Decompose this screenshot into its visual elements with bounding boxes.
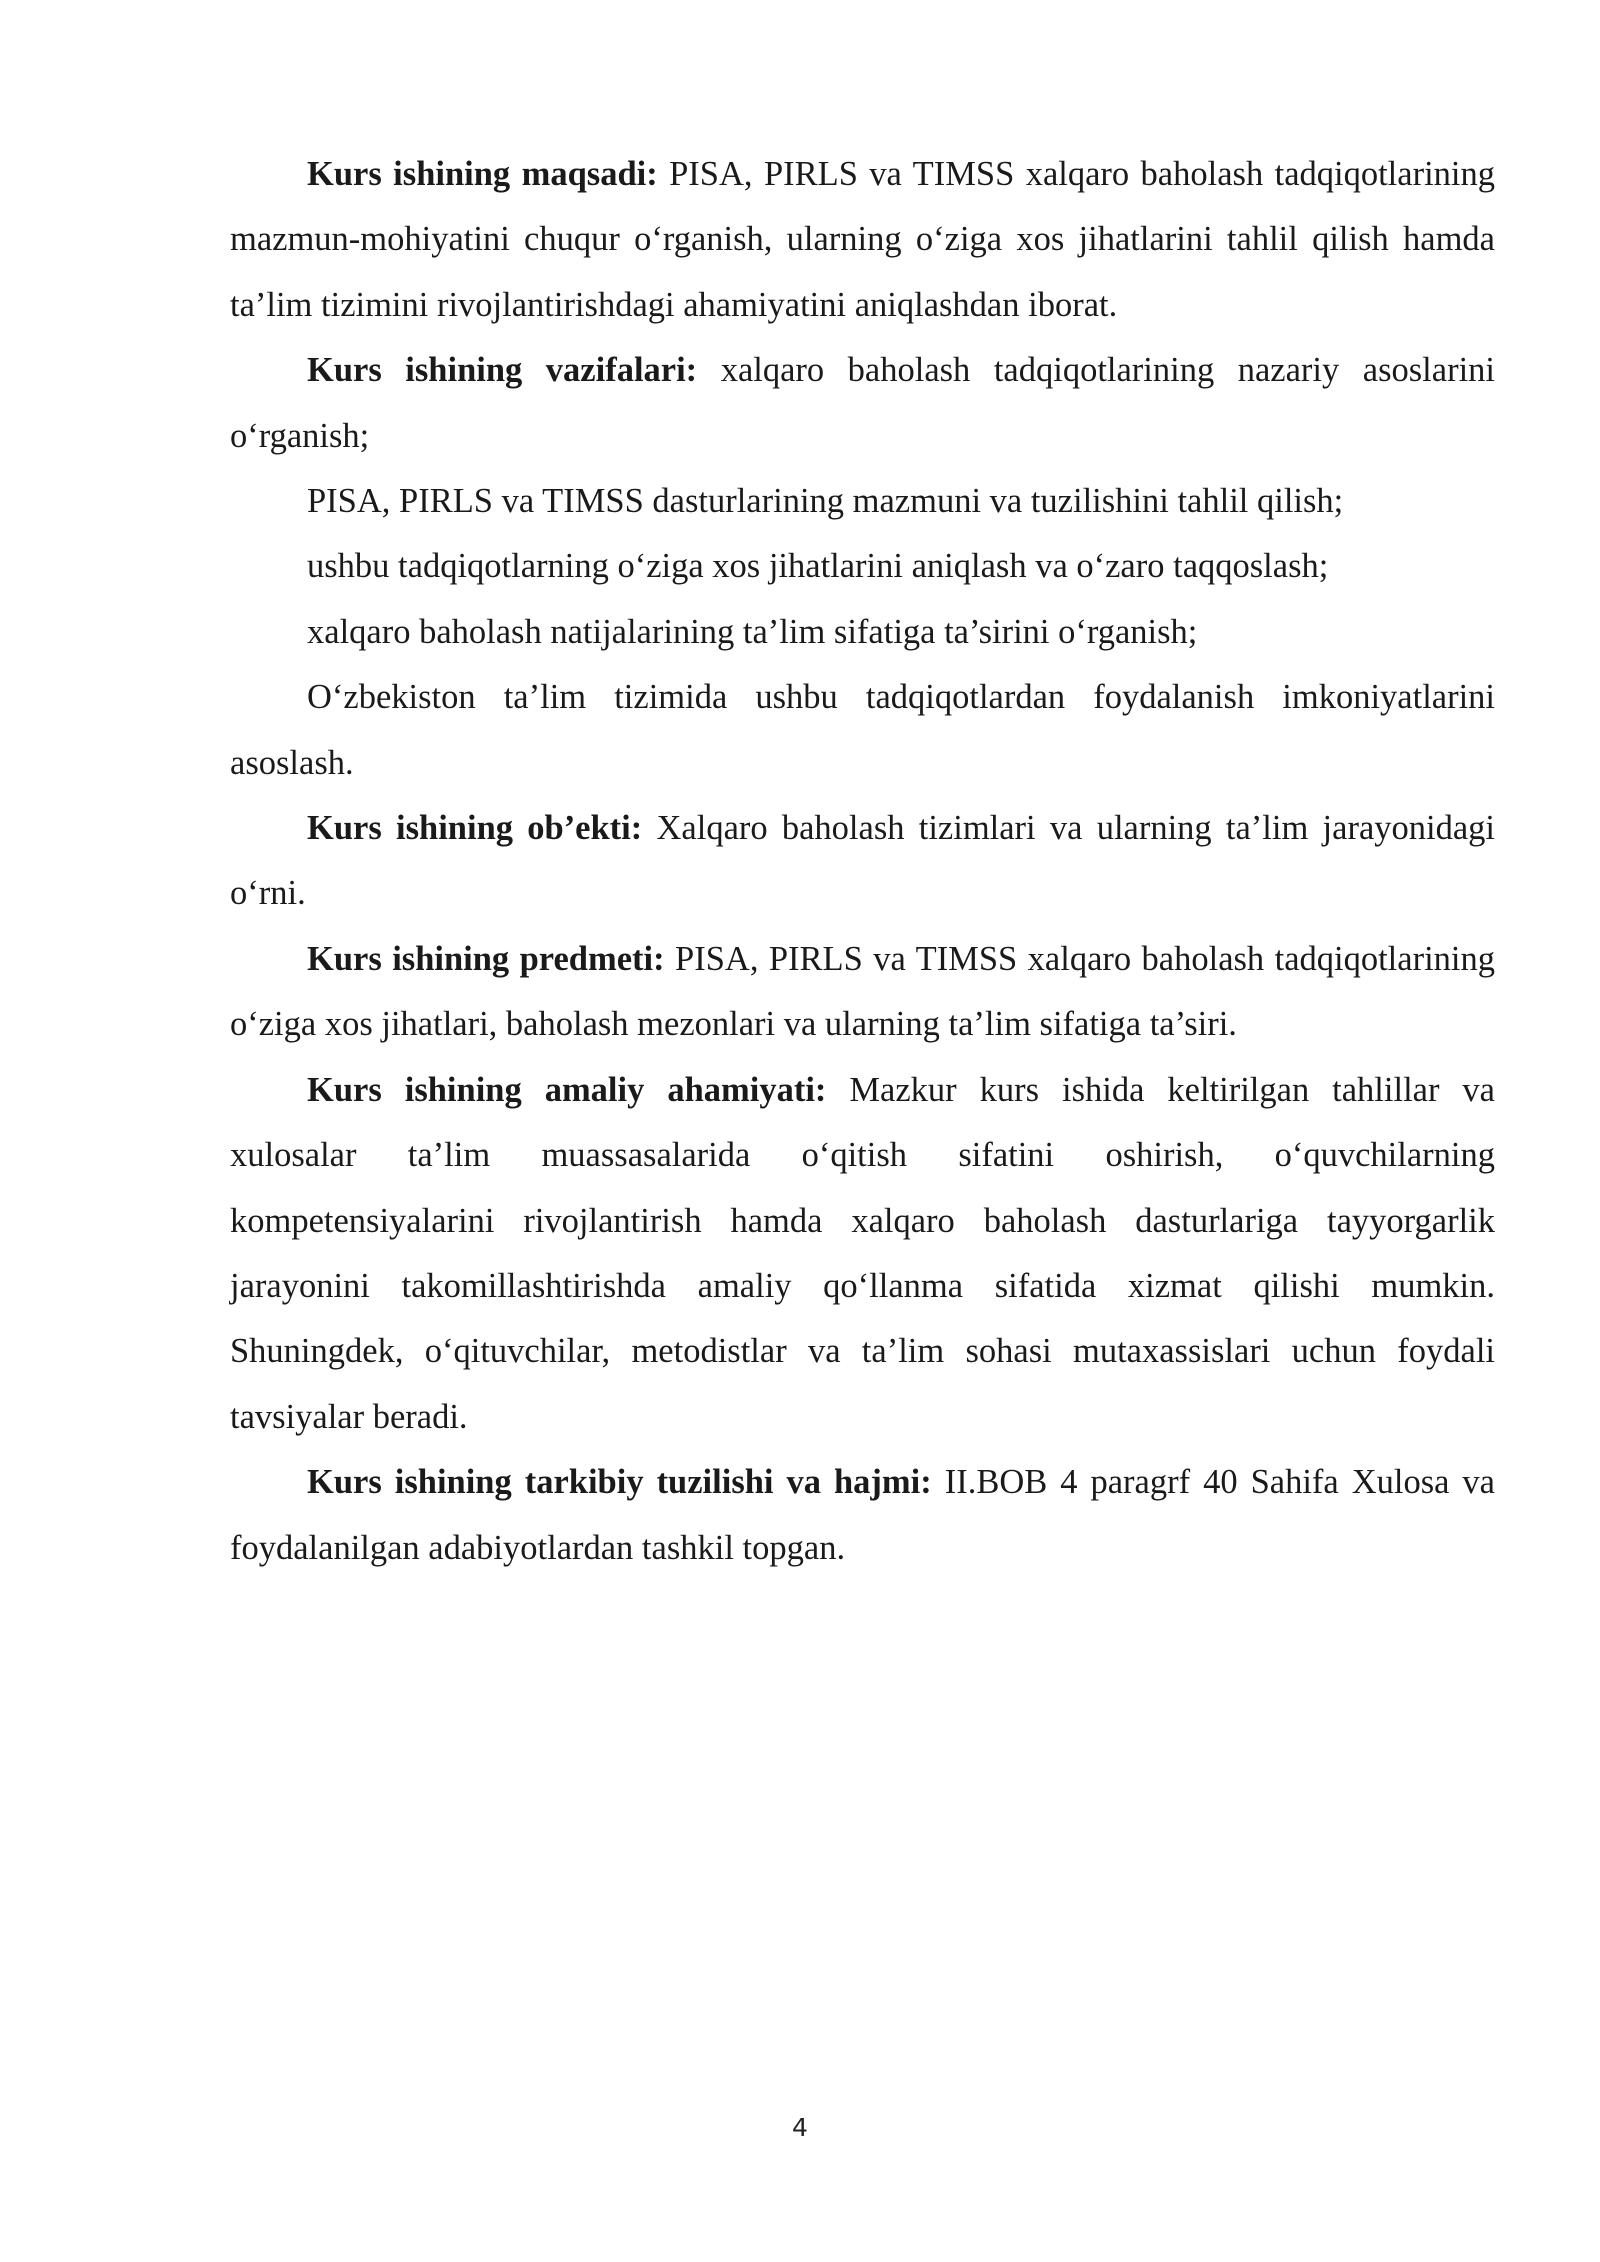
- paragraph-label: Kurs ishining predmeti:: [307, 939, 665, 978]
- paragraph-predmeti: [230, 927, 1495, 1058]
- task-item: [230, 600, 1495, 665]
- paragraph-label: Kurs ishining amaliy ahamiyati:: [307, 1070, 827, 1109]
- paragraph-text: PISA, PIRLS va TIMSS dasturlarining mazmuni va tuzilishini tahlil qilish;: [307, 482, 1344, 521]
- paragraph-text: PISA, PIRLS va TIMSS xalqaro baholash tadqiqotlarining mazmun-mohiyatini chuqur o‘rganish, ularning o‘ziga xos jihatlarini tahlil qilish hamda ta’lim tizimini rivojlantirishdagi ahamiyatini aniqlashdan iborat.: [230, 155, 1495, 324]
- document-body: [230, 142, 1495, 1581]
- paragraph-obekti: [230, 796, 1495, 927]
- paragraph-tarkibiy-tuzilishi: [230, 1450, 1495, 1581]
- task-item: [230, 469, 1495, 534]
- paragraph-maqsadi: [230, 142, 1495, 338]
- paragraph-label: Kurs ishining tarkibiy tuzilishi va hajmi:: [307, 1463, 932, 1502]
- paragraph-vazifalari: [230, 338, 1495, 469]
- page-number: 4: [792, 2113, 808, 2142]
- paragraph-label: Kurs ishining maqsadi:: [307, 155, 658, 193]
- task-item: [230, 665, 1495, 796]
- paragraph-text: xalqaro baholash natijalarining ta’lim sifatiga ta’sirini o‘rganish;: [307, 612, 1198, 651]
- paragraph-text: ushbu tadqiqotlarning o‘ziga xos jihatlarini aniqlash va o‘zaro taqqoslash;: [307, 547, 1329, 586]
- paragraph-amaliy-ahamiyati: [230, 1058, 1495, 1450]
- paragraph-text: Xalqaro baholash tizimlari va ularning ta’lim jarayonidagi o‘rni.: [230, 809, 1495, 913]
- paragraph-text: O‘zbekiston ta’lim tizimida ushbu tadqiqotlardan foydalanish imkoniyatlarini asoslash.: [230, 678, 1495, 782]
- task-item: [230, 534, 1495, 599]
- paragraph-text: PISA, PIRLS va TIMSS xalqaro baholash tadqiqotlarining o‘ziga xos jihatlari, baholash mezonlari va ularning ta’lim sifatiga ta’siri.: [230, 939, 1495, 1044]
- paragraph-text: II.BOB 4 paragrf 40 Sahifa Xulosa va foydalanilgan adabiyotlardan tashkil topgan.: [230, 1463, 1495, 1567]
- paragraph-text: xalqaro baholash tadqiqotlarining nazariy asoslarini o‘rganish;: [230, 351, 1495, 455]
- paragraph-text: Mazkur kurs ishida keltirilgan tahlillar va xulosalar ta’lim muassasalarida o‘qitish sifatini oshirish, o‘quvchilarning kompetensiyalarini rivojlantirish hamda xalqaro baholash dasturlariga tayyorgarlik jarayonini takomillashtirishda amaliy qo‘llanma sifatida xizmat qilishi mumkin. Shuningdek, o‘qituvchilar, metodistlar va ta’lim sohasi mutaxassislari uchun foydali tavsiyalar beradi.: [230, 1070, 1495, 1436]
- paragraph-label: Kurs ishining ob’ekti:: [307, 809, 643, 848]
- paragraph-label: Kurs ishining vazifalari:: [307, 351, 698, 390]
